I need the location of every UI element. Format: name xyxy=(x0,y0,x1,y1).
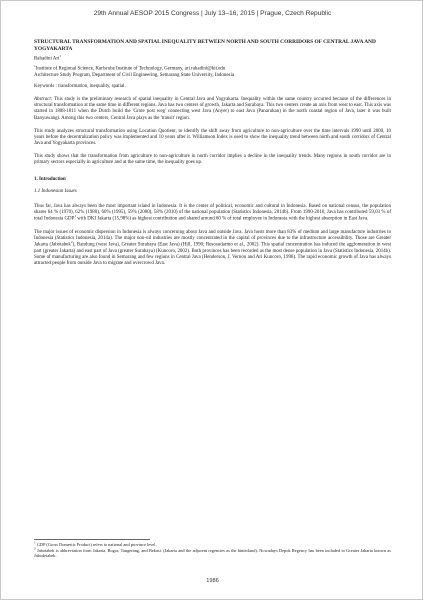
abstract-p1-text: This study is the preliminary research of spatial inequality in Central Java and Yogyakarta. Inequality within the same country occurred because of the differences in structural transformation at the same time in different regions. Java has two centers of growth, Jakarta and Surabaya. This two centers create an axis from west to east. This axis was started in 1808-1811 when the Dutch build the 'Grote post weg' connecting west Java (Anyer) to east Java (Panarukan) in the north coastal region of Java, later it was built Banyuwangi. Among this two centers, Central Java plays as the 'transit' region. xyxy=(34,97,391,121)
affiliation-1-text: Institute of Regional Science, Karlsruhe Institute of Technology, Germany, ari.rahadini@kit.edu xyxy=(35,66,226,72)
running-header: 29th Annual AESOP 2015 Congress | July 13–16, 2015 | Prague, Czech Republic xyxy=(93,10,332,17)
footnote-1-number: 1 xyxy=(34,540,36,545)
intro-p1-text-a: Thus far, Java has always been the most important island in Indonesia. It is the center of political, economic and cultural in Indonesia. Based on national census, the population shares 64 % (1970), 62% (1980), 60% (1995), 59% (2000), 58% (2010) of the national population (Statistics Indonesia, 2014b). From 1990-2010, Java has contributed 59,03 % of total Indonesia GDP xyxy=(34,203,391,222)
footnote-1 xyxy=(34,542,391,547)
footnote-1-text: GDP (Gross Domestic Product) refers to national and province level. xyxy=(35,542,157,547)
paper-title: STRUCTURAL TRANSFORMATION AND SPATIAL INEQUALITY BETWEEN NORTH AND SOUTH CORRIDORS OF CENTRAL JAVA AND YOGYAKARTA xyxy=(34,39,376,52)
footnote-2 xyxy=(34,548,391,558)
footnote-ref-1: 1 xyxy=(74,214,77,219)
abstract-paragraph-2: This study analyzes structural transformation using Location Quotient, to identify the shift away from agriculture to non-agriculture over the time intervals 1990 until 2000, 10 years before the decentralization policy was implemented and 10 years after it. Williamson Index is used to show the inequality trend between north and south corridors of Central Java and Yogyakarta provinces. xyxy=(34,128,391,147)
subsection-heading-indonesian-issues: 1.1 Indonesian Issues xyxy=(34,188,77,194)
intro-p2-text-a: The major issues of economic dispersion in Indonesia is always concerning about Java and outside Java. Java hosts more than 83% of medium and large manufacture industries in Indonesia (Statistics Indonesia, 2014a). The major non-oil industries are mostly concentrated in the capital of provinces due to the infrastructure accessibility. Those are Greater Jakarta (Jabotabek xyxy=(34,229,391,248)
section-heading-introduction: 1. Introduction xyxy=(34,176,66,182)
abstract-label: Abstract: xyxy=(34,97,53,103)
intro-paragraph-1 xyxy=(34,204,391,223)
intro-paragraph-2 xyxy=(34,230,391,268)
footnotes xyxy=(34,542,391,559)
footnote-2-text: Jabotabek is abbreviation from Jakarta, Bogor, Tangerang, and Bekasi. (Jakarta and the adjacent regencies as the hinterland). Nowadays Depok Regency has been included to Greater Jakarta known as Jabodetabek. xyxy=(34,548,391,559)
affiliation-superscript: 1 xyxy=(34,63,36,68)
abstract-paragraph-1 xyxy=(34,97,391,122)
keywords-text: : transformation, inequality, spatial. xyxy=(54,83,126,89)
author-line xyxy=(34,56,391,63)
intro-p2-text-b: ), Bandung (west Java), Greater Surabaya (East Java) (Hill, 1990; Resosudarmo et al., 2002). This spatial concentration has induced the agglomeration in west part (greater Jakarta) and east part of Java (greater Surabaya) (Kuncoro, 2002). Both provinces has been recorded as the most dense population in Java (Statistics Indonesia, 2014b). Some of manufacturing are also found in Semarang and few regions in Central Java (Henderson, J. Vernon and Ari Kuncoro, 1996). The rapid economic growth of Java has always attracted people from outside Java to migrate and overcrowd Java. xyxy=(34,242,392,267)
page-number: 1986 xyxy=(206,578,219,584)
affiliation-1 xyxy=(34,63,391,73)
affiliation-2: Architecture Study Program, Department of Civil Engineering, Semarang State University, Indonesia xyxy=(34,72,235,78)
keywords-line xyxy=(34,84,391,90)
page-body xyxy=(34,39,391,268)
footnote-ref-2: 2 xyxy=(70,240,73,245)
keywords-label: Keywords xyxy=(34,83,55,89)
abstract-paragraph-3: This study shows that the transformation from agriculture to non-agriculture in north corridor implies a decline in the inequality trends. Many regions in south corridor are in primary sectors especially in agriculture and at the same time, the inequality goes up. xyxy=(34,154,391,166)
author-name: Rahadini Ari xyxy=(34,56,60,62)
author-superscript: 1 xyxy=(59,54,62,59)
intro-p1-text-b: with DKI Jakarta (15,98%) as highest contribution and shared around 60 % of total employee in Indonesia with the highest absorption in East Java. xyxy=(76,216,369,222)
footnote-divider xyxy=(34,539,150,540)
footnote-2-number: 2 xyxy=(34,546,36,551)
